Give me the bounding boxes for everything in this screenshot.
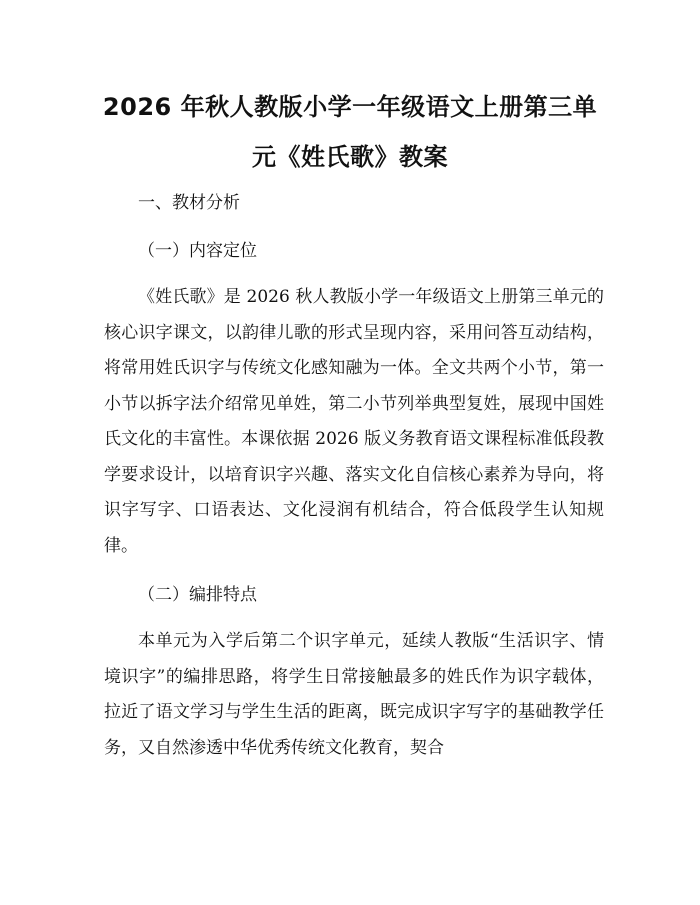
paragraph-arrangement-features: 本单元为入学后第二个识字单元，延续人教版“生活识字、情境识字”的编排思路，将学生日常接触最多的姓氏作为识字载体，拉近了语文学习与学生生活的距离，既完成识字写字的基础教学任务，又自然渗透中华优秀传统文化教育，契合 [104, 631, 604, 758]
document-title [95, 82, 605, 182]
subsection-heading-arrangement-features: （二）编排特点 [138, 585, 257, 605]
paragraph-content-positioning: 《姓氏歌》是 2026 秋人教版小学一年级语文上册第三单元的核心识字课文，以韵律儿歌的形式呈现内容，采用问答互动结构，将常用姓氏识字与传统文化感知融为一体。全文共两个小节，第一小节以拆字法介绍常见单姓，第二小节列举典型复姓，展现中国姓氏文化的丰富性。本课依据 2026 版义务教育语文课程标准低段教学要求设计，以培育识字兴趣、落实文化自信核心素养为导向，将识字写字、口语表达、文化浸润有机结合，符合低段学生认知规律。 [104, 287, 604, 556]
document-body [104, 182, 604, 766]
section-heading-teaching-material-analysis: 一、教材分析 [138, 193, 240, 213]
subsection-heading-content-positioning: （一）内容定位 [138, 241, 257, 261]
title-line-2: 元《姓氏歌》教案 [252, 143, 448, 171]
title-line-1: 2026 年秋人教版小学一年级语文上册第三单 [102, 93, 598, 121]
